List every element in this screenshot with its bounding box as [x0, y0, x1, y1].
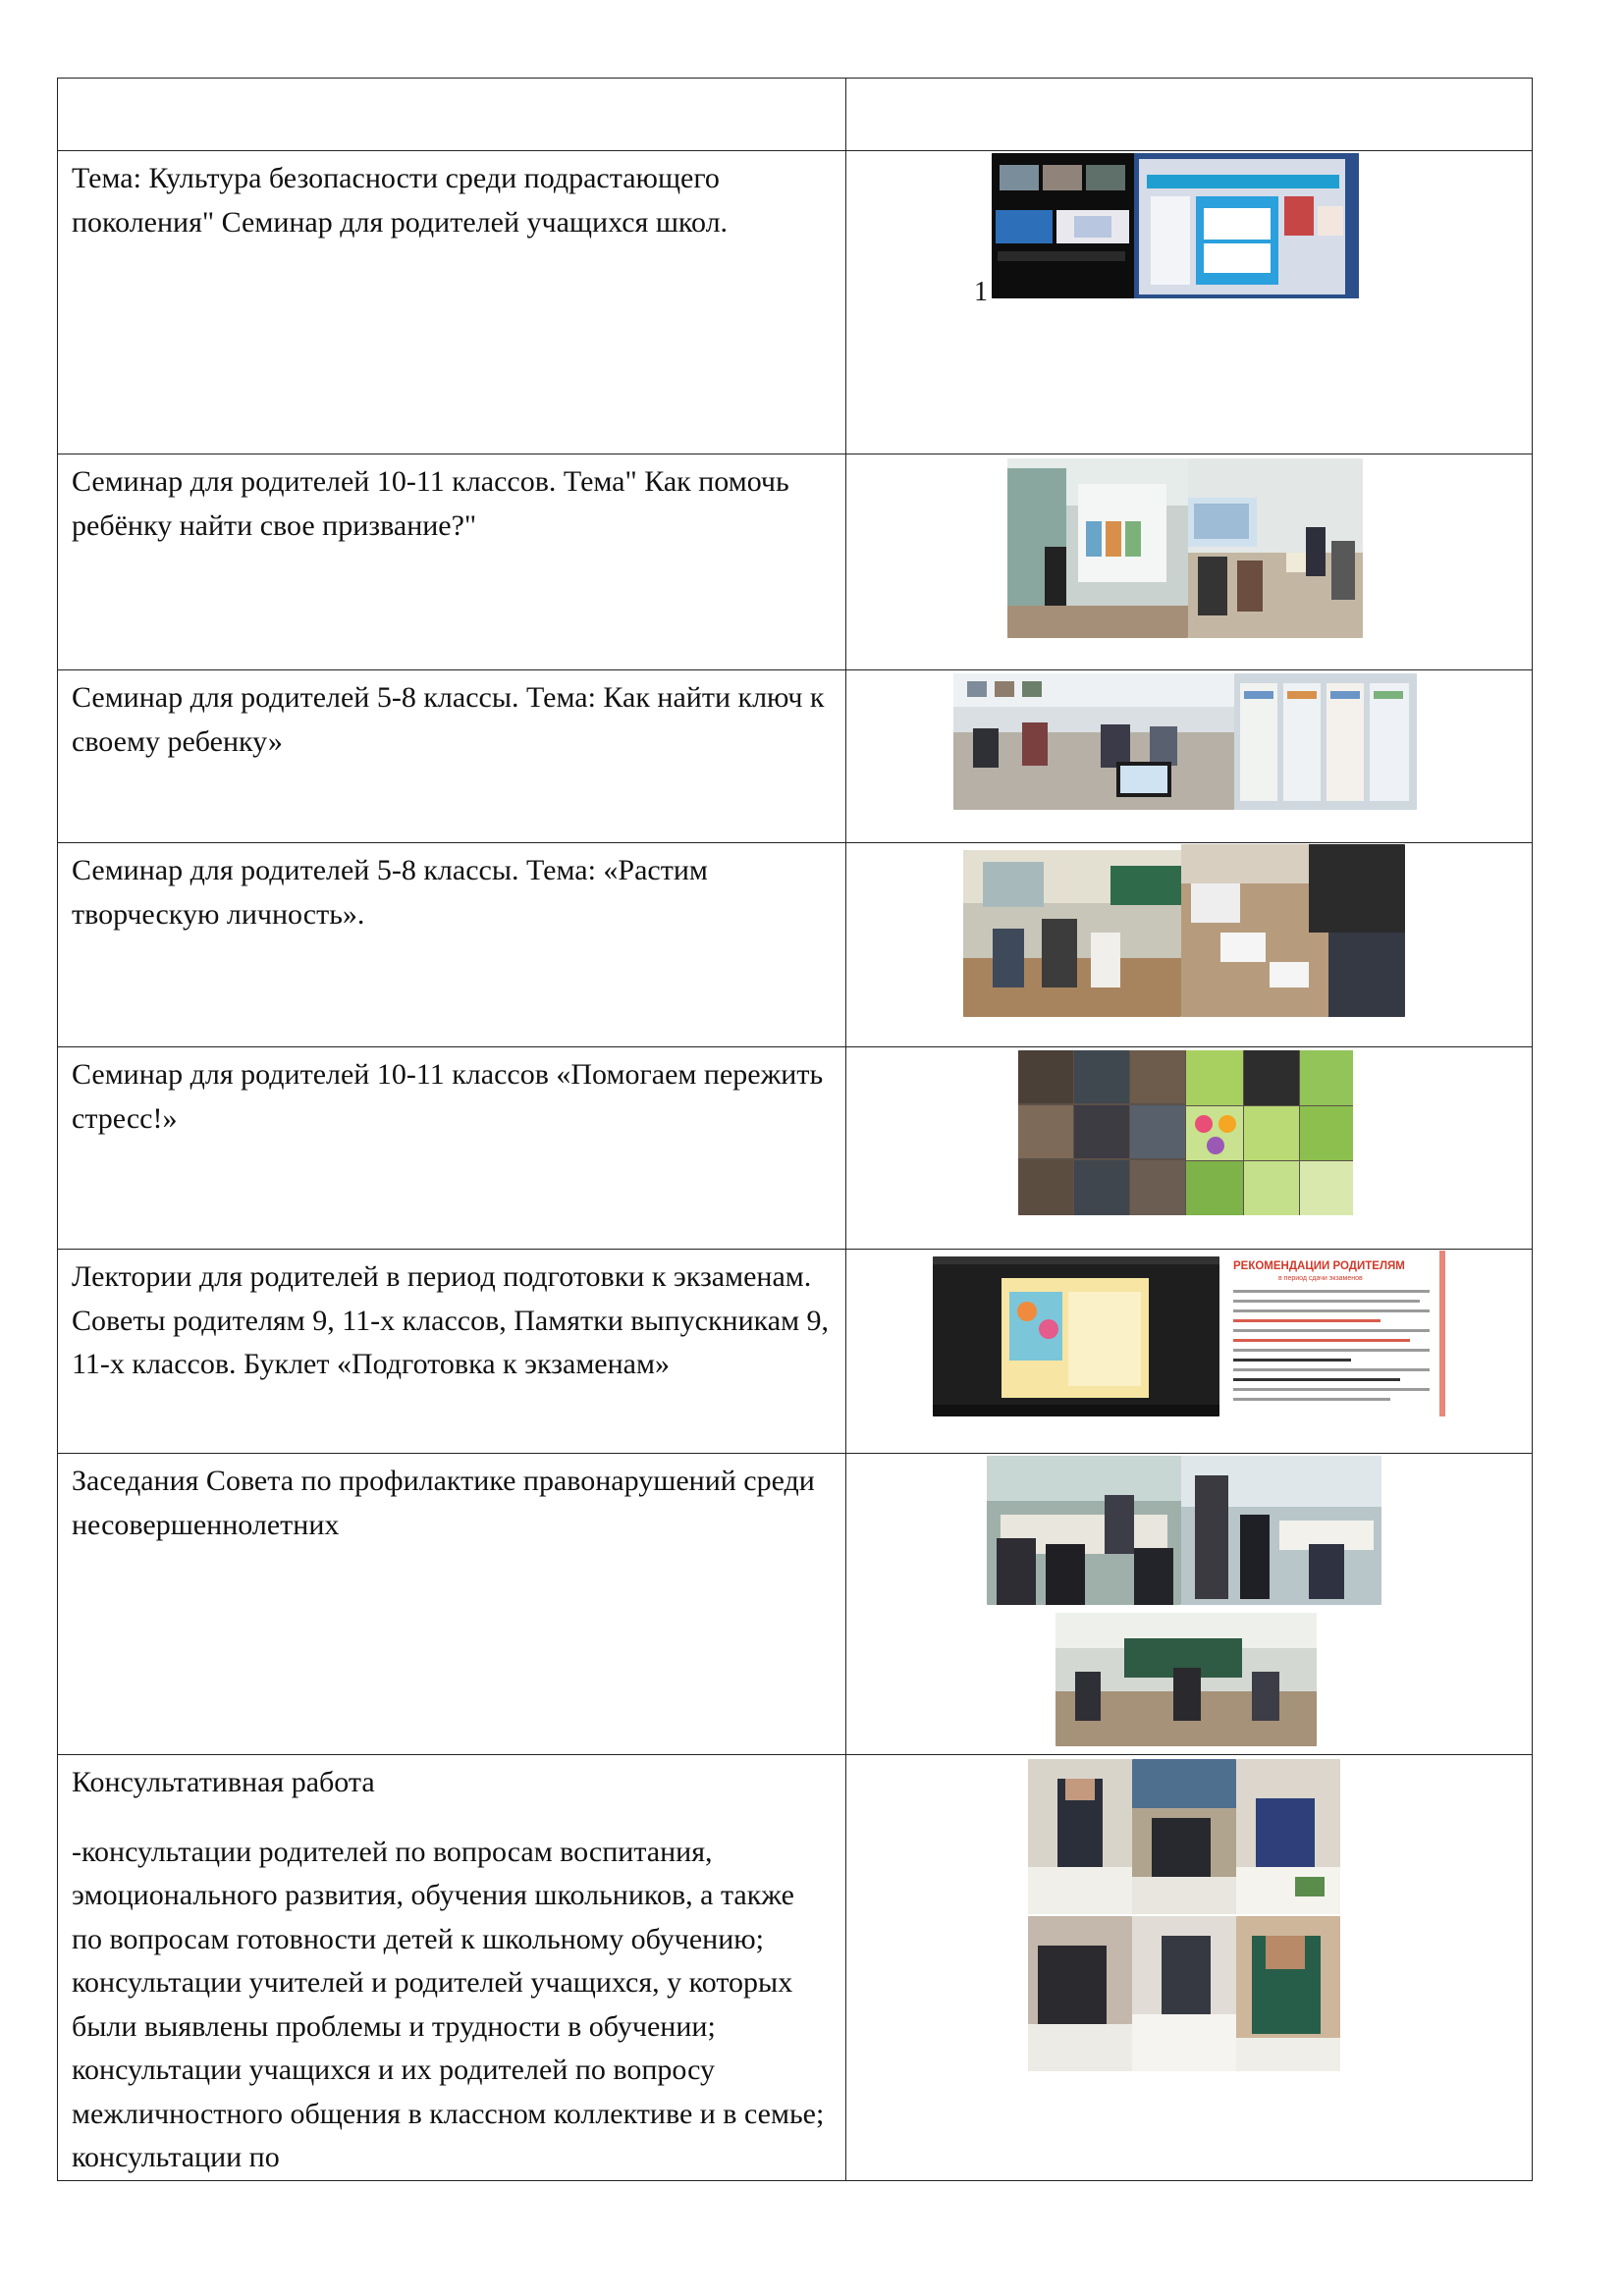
row-text: Заседания Совета по профилактике правонарушений среди несовершеннолетних [58, 1454, 846, 1755]
row-figure [846, 1250, 1533, 1454]
figure-number-label: 1 [974, 277, 988, 307]
row-figure [846, 151, 1533, 454]
row-text: Лектории для родителей в период подготовки к экзаменам. Советы родителям 9, 11-х классов, Памятки выпускникам 9, 11-х классов. Буклет «Подготовка к экзаменам» [58, 1250, 846, 1454]
council-meeting-photo [987, 1456, 1181, 1605]
row-text: Семинар для родителей 10-11 классов «Помогаем пережить стресс!» [58, 1047, 846, 1250]
table-row [58, 1047, 1533, 1250]
seminar-audience-photo [1188, 458, 1363, 638]
header-cell-right [846, 79, 1533, 151]
consultation-photo-1 [1028, 1759, 1132, 1914]
exam-booklet-page [1219, 1251, 1445, 1416]
stand-board-photo [1234, 673, 1417, 810]
table-header-row [58, 79, 1533, 151]
council-meeting-photo-2 [1181, 1456, 1381, 1605]
row-text: Семинар для родителей 5-8 классы. Тема: «Растим творческую личность». [58, 843, 846, 1047]
table-row [58, 1755, 1533, 2181]
row-text-block [58, 1755, 846, 2181]
creative-table-photo [1181, 844, 1405, 1017]
row-figure [846, 843, 1533, 1047]
consultation-photo-6 [1236, 1916, 1340, 2071]
creative-seminar-photo [963, 850, 1181, 1017]
table-row [58, 151, 1533, 454]
report-table [57, 78, 1533, 2181]
exam-advice-screenshot [933, 1256, 1219, 1416]
row-text: Семинар для родителей 5-8 классы. Тема: Как найти ключ к своему ребенку» [58, 670, 846, 843]
row-figure [846, 1454, 1533, 1755]
booklet-title: РЕКОМЕНДАЦИИ РОДИТЕЛЯМ [1233, 1260, 1405, 1272]
header-cell-left [58, 79, 846, 151]
council-classroom-photo [1056, 1613, 1317, 1746]
table-row [58, 670, 1533, 843]
stress-seminar-collage [1018, 1050, 1353, 1215]
row-figure [846, 1755, 1533, 2181]
classroom-meeting-photo [953, 673, 1234, 810]
table-row [58, 1454, 1533, 1755]
row-text: Семинар для родителей 10-11 классов. Тема" Как помочь ребёнку найти свое призвание?" [58, 454, 846, 670]
table-row [58, 454, 1533, 670]
consultation-photo-5 [1132, 1916, 1236, 2071]
consultation-photo-4 [1028, 1916, 1132, 2071]
row-figure [846, 454, 1533, 670]
row-text: Тема: Культура безопасности среди подрастающего поколения" Семинар для родителей учащихся школ. [58, 151, 846, 454]
consultation-photo-2 [1132, 1759, 1236, 1914]
row-paragraph: -консультации родителей по вопросам воспитания, эмоционального развития, обучения школьников, а также по вопросам готовности детей к школьному обучению; консультации учителей и родителей учащихся, у которых были выявлены проблемы и трудности в обучении; консультации учащихся и их родителей по вопросу межличностного общения в классном коллективе и в семье; консультации по [72, 1835, 825, 2173]
row-heading: Консультативная работа [72, 1766, 375, 1798]
row-figure [846, 1047, 1533, 1250]
seminar-presentation-photo [1007, 458, 1188, 638]
zoom-screenshot-photo [992, 153, 1359, 298]
table-row [58, 1250, 1533, 1454]
consultation-photo-3 [1236, 1759, 1340, 1914]
booklet-subtitle: в период сдачи экзаменов [1278, 1275, 1363, 1282]
row-figure [846, 670, 1533, 843]
table-row [58, 843, 1533, 1047]
